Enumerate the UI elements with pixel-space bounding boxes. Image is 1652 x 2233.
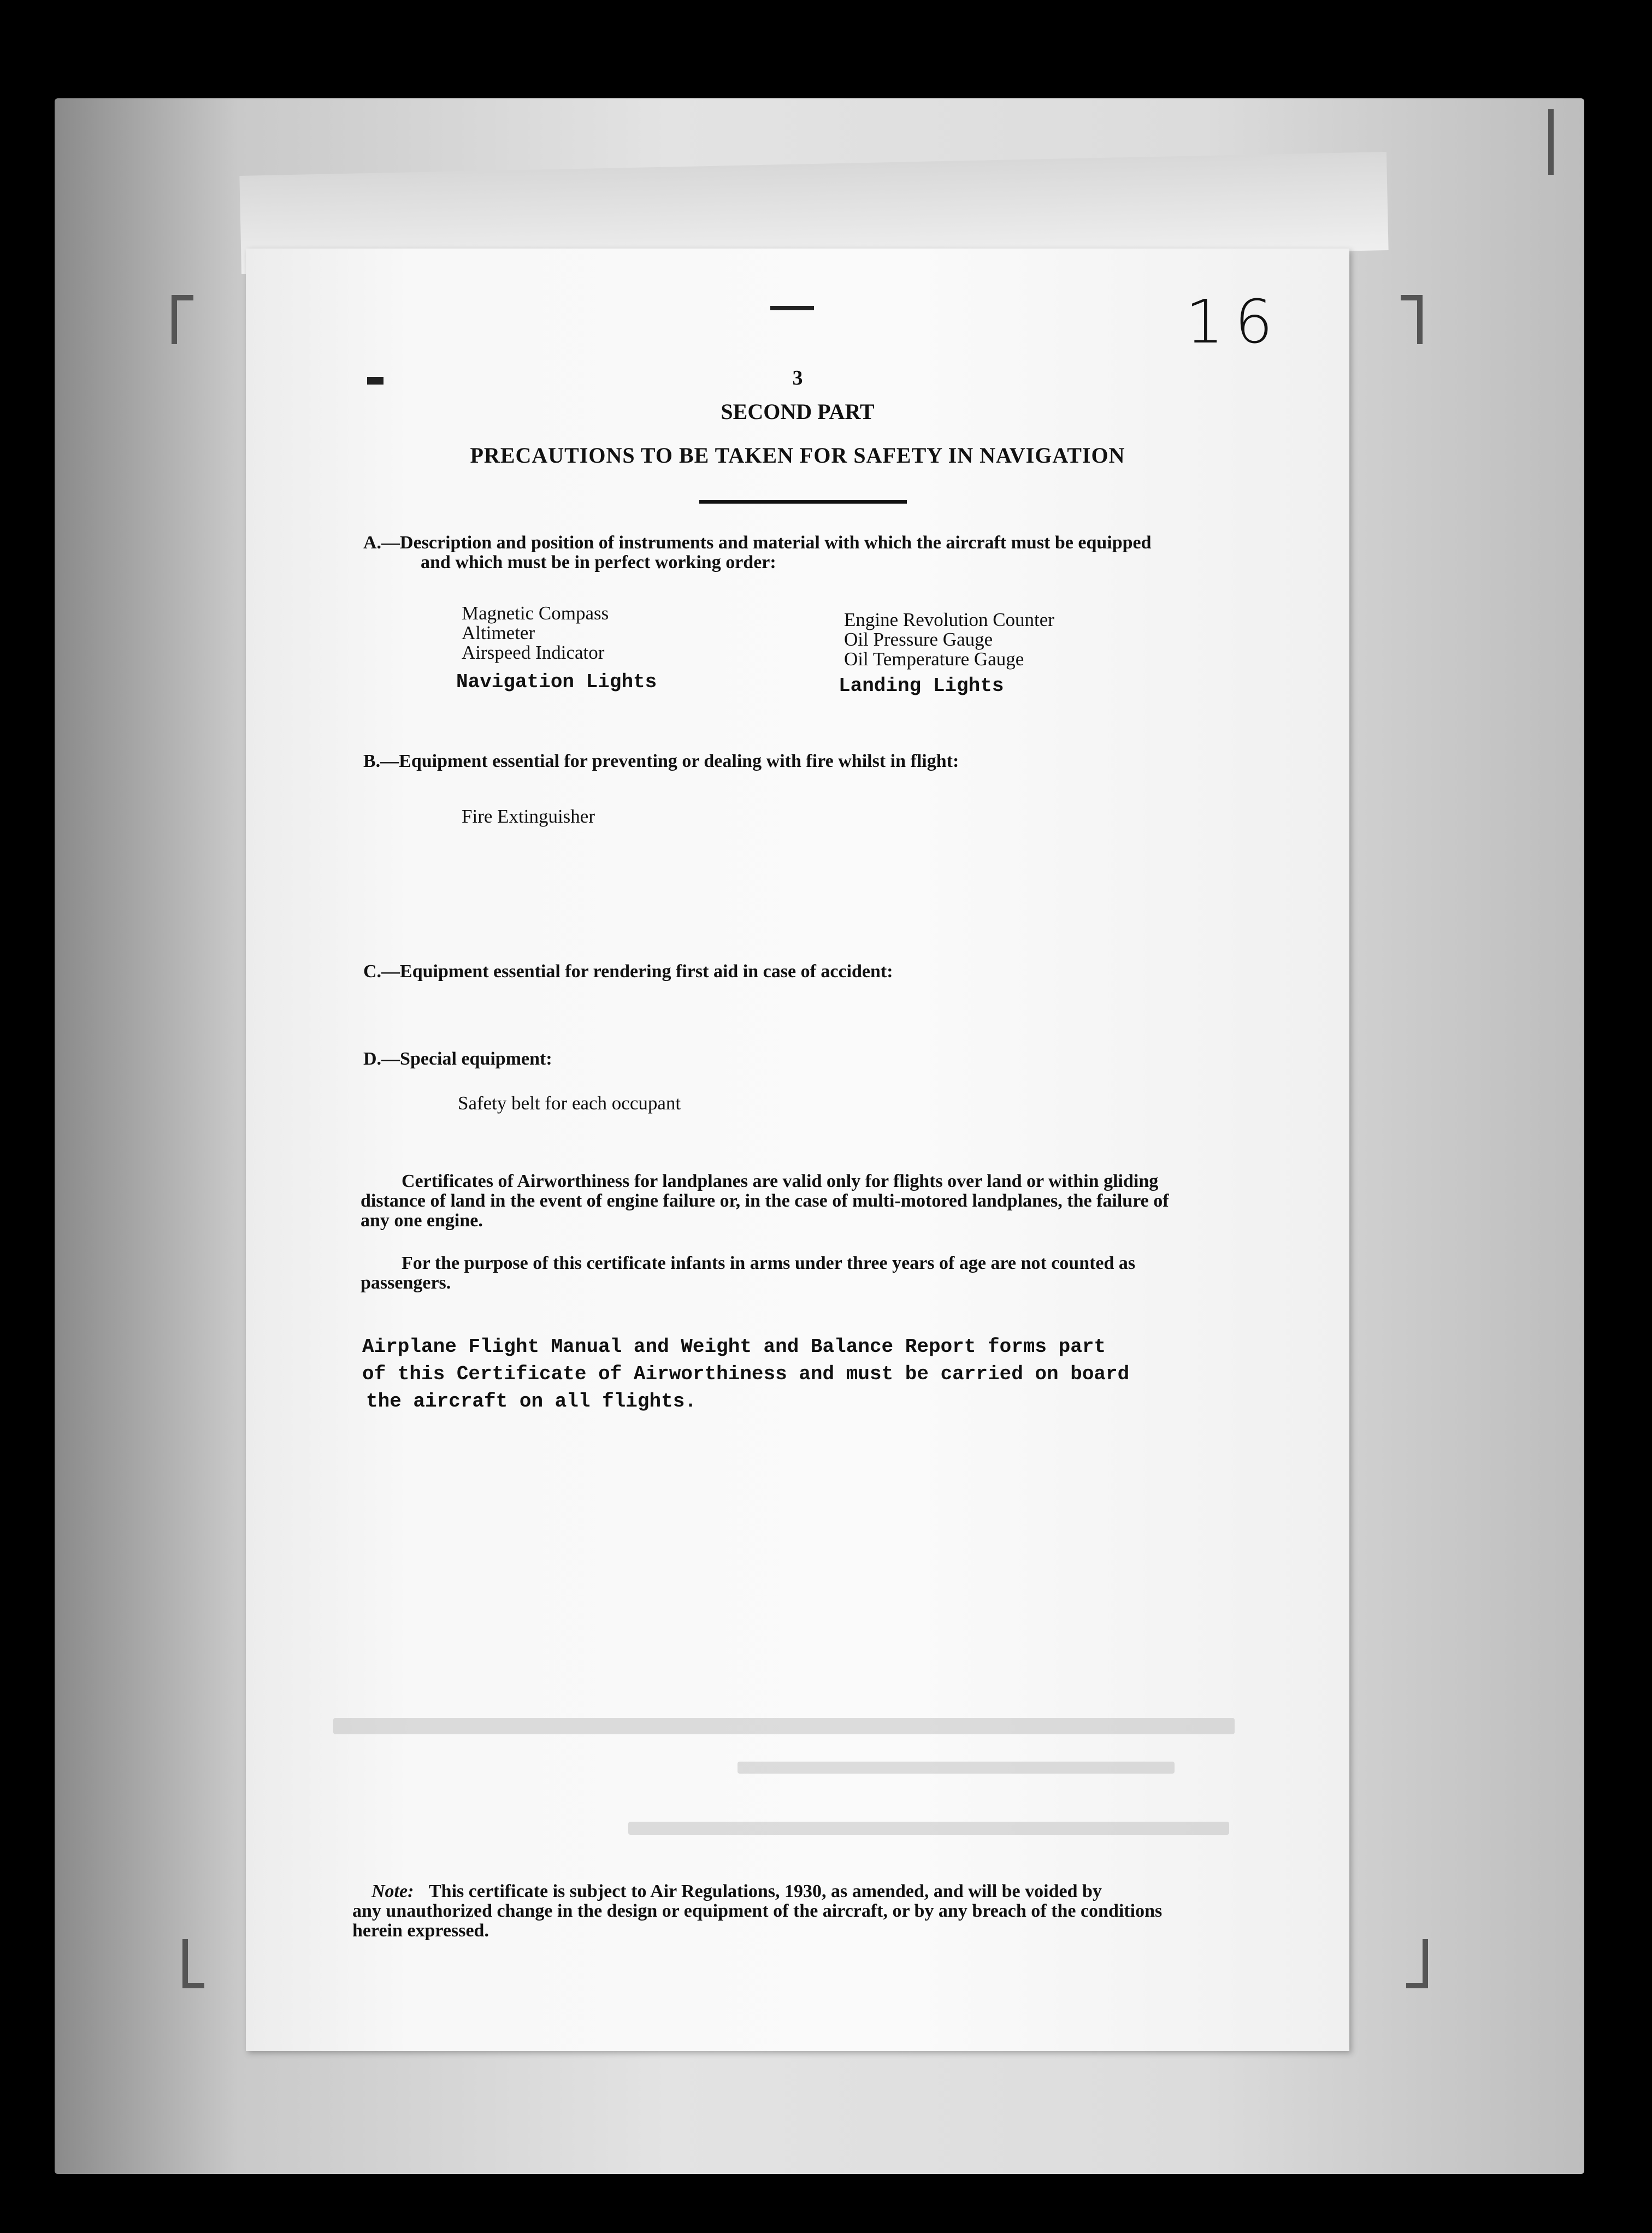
handwritten-page-number: 16: [1185, 287, 1284, 357]
footer-note-line: This certificate is subject to Air Regulations, 1930, as amended, and will be voided by: [429, 1881, 1102, 1901]
instrument-item: Engine Revolution Counter: [844, 609, 1054, 630]
paragraph-line: Certificates of Airworthiness for landplanes are valid only for flights over land or within gliding: [402, 1171, 1159, 1191]
typed-instrument-item: Landing Lights: [839, 675, 1004, 697]
instrument-item: Altimeter: [462, 622, 535, 643]
paragraph-line: any one engine.: [361, 1210, 483, 1231]
document-page: [246, 249, 1349, 2051]
instrument-item: Oil Pressure Gauge: [844, 629, 993, 650]
typed-note-line: Airplane Flight Manual and Weight and Balance Report forms part: [362, 1336, 1106, 1358]
bleed-through: [628, 1822, 1229, 1835]
paragraph-line: passengers.: [361, 1273, 451, 1293]
ink-mark: [770, 306, 814, 310]
title-rule: [699, 500, 907, 504]
bleed-through: [333, 1718, 1235, 1734]
fire-equipment-item: Fire Extinguisher: [462, 806, 595, 827]
crop-mark-bottom-right: [1404, 1939, 1428, 1988]
section-c-heading: C.—Equipment essential for rendering first aid in case of accident:: [363, 961, 893, 982]
paragraph-line: distance of land in the event of engine failure or, in the case of multi-motored landplanes, the failure of: [361, 1191, 1169, 1211]
footer-note-line: herein expressed.: [352, 1921, 489, 1941]
instrument-item: Airspeed Indicator: [462, 642, 605, 663]
section-d-heading: D.—Special equipment:: [363, 1049, 552, 1069]
part-label: SECOND PART: [721, 399, 875, 424]
footer-note-label: Note:: [371, 1881, 414, 1901]
typed-note-line: of this Certificate of Airworthiness and must be carried on board: [362, 1363, 1130, 1385]
crop-mark-bottom-left: [182, 1939, 206, 1988]
instrument-item: Oil Temperature Gauge: [844, 648, 1024, 670]
crop-mark-top-left: [172, 295, 196, 344]
footer-note-line: any unauthorized change in the design or equipment of the aircraft, or by any breach of the conditions: [352, 1901, 1163, 1921]
page-title: PRECAUTIONS TO BE TAKEN FOR SAFETY IN NAVIGATION: [470, 443, 1125, 468]
bleed-through: [738, 1762, 1175, 1774]
section-b-heading: B.—Equipment essential for preventing or dealing with fire whilst in flight:: [363, 751, 959, 771]
typed-instrument-item: Navigation Lights: [456, 671, 657, 693]
section-a-heading: A.—Description and position of instruments and material with which the aircraft must be equipped: [363, 533, 1152, 553]
crop-mark-upper-right: [1530, 109, 1554, 175]
instrument-item: Magnetic Compass: [462, 602, 609, 624]
typed-note-line: the aircraft on all flights.: [366, 1390, 697, 1413]
crop-mark-top-right: [1399, 295, 1423, 344]
page-number: 3: [792, 367, 803, 389]
section-a-heading-cont: and which must be in perfect working order:: [421, 552, 776, 572]
paragraph-line: For the purpose of this certificate infants in arms under three years of age are not counted as: [402, 1253, 1136, 1273]
special-equipment-item: Safety belt for each occupant: [458, 1092, 681, 1114]
